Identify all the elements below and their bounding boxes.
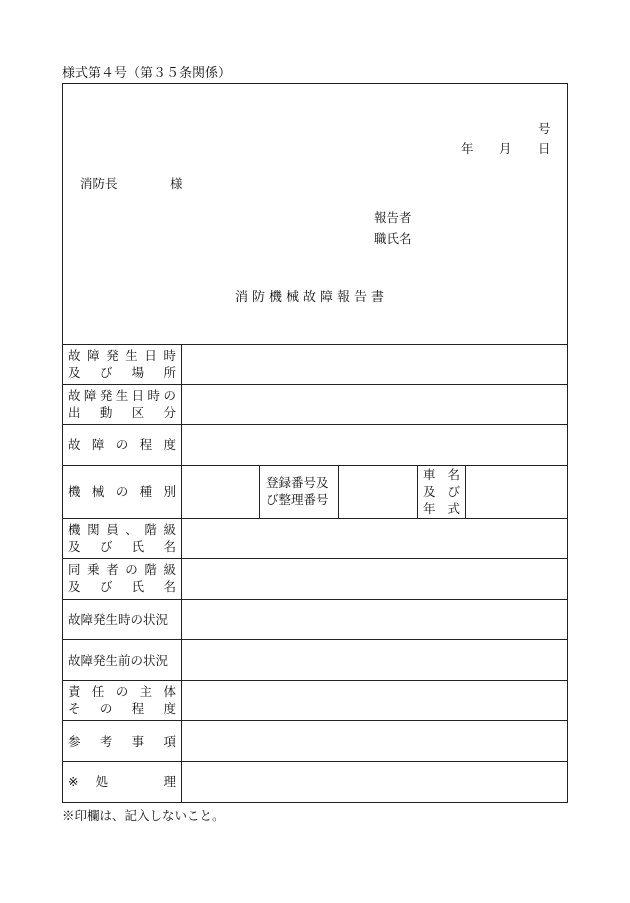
- label-line: [423, 466, 460, 483]
- label-dispatch-class: [68, 387, 176, 421]
- label-char: 級: [163, 562, 176, 577]
- label-line: [68, 733, 176, 750]
- label-char: 生: [125, 348, 138, 363]
- cell-divider: [417, 465, 418, 518]
- addressee: 消防長: [80, 176, 118, 191]
- label-char: 障: [83, 388, 97, 403]
- label-line: [68, 364, 176, 381]
- label-engineer: [68, 521, 176, 555]
- label-char: 乗: [87, 562, 100, 577]
- label-char: ※: [68, 774, 79, 789]
- label-char: の: [163, 388, 176, 403]
- label-char: 、: [125, 522, 138, 537]
- row-divider: [62, 344, 568, 345]
- row-divider: [62, 465, 568, 466]
- reporter-label: 報告者: [374, 210, 412, 225]
- date-day: 日: [538, 141, 551, 156]
- label-responsibility: [68, 683, 176, 717]
- label-char: 場: [131, 365, 145, 380]
- label-char: 員: [106, 522, 119, 537]
- row-divider: [62, 599, 568, 600]
- label-char: 処: [95, 774, 108, 789]
- label-char: 参: [68, 734, 81, 749]
- label-char: 障: [87, 348, 100, 363]
- label-char: 及: [423, 484, 436, 499]
- row-divider: [62, 639, 568, 640]
- label-char: 者: [106, 562, 119, 577]
- label-situation-before: [68, 652, 176, 669]
- label-char: 時: [163, 348, 176, 363]
- label-column-divider: [181, 344, 182, 803]
- label-line: [423, 500, 460, 517]
- label-char: 別: [163, 484, 176, 499]
- label-char: 出: [68, 405, 81, 420]
- form-number: 様式第４号（第３５条関係）: [62, 66, 232, 81]
- label-line: [68, 436, 176, 453]
- label-char: 氏: [131, 579, 145, 594]
- label-char: 及: [68, 539, 81, 554]
- label-char: 項: [163, 734, 176, 749]
- cell-divider: [259, 465, 260, 518]
- label-line: [68, 538, 176, 555]
- row-divider: [62, 384, 568, 385]
- label-char: の: [115, 437, 129, 452]
- row-divider: [62, 518, 568, 519]
- label-char: 度: [163, 437, 176, 452]
- label-char: 故: [68, 348, 81, 363]
- row-divider: [62, 558, 568, 559]
- label-char: 動: [99, 405, 113, 420]
- row-divider: [62, 761, 568, 762]
- label-char: 程: [139, 437, 153, 452]
- label-disposal: [68, 773, 176, 790]
- label-line: [68, 561, 176, 578]
- row-divider: [62, 424, 568, 425]
- label-char: 故: [68, 388, 81, 403]
- label-char: 責: [68, 684, 81, 699]
- label-char: 階: [144, 562, 157, 577]
- label-line: [423, 483, 460, 500]
- label-situation-at: [68, 611, 176, 628]
- reporter-name-label: 職氏名: [374, 231, 412, 246]
- row-divider: [62, 680, 568, 681]
- label-char: 分: [163, 405, 176, 420]
- label-char: 故: [68, 437, 81, 452]
- label-char: 名: [447, 467, 460, 482]
- label-char: 体: [163, 684, 176, 699]
- row-divider: [62, 720, 568, 721]
- label-char: 名: [163, 539, 176, 554]
- label-char: 車: [423, 467, 436, 482]
- label-char: 所: [163, 365, 176, 380]
- label-line: [68, 578, 176, 595]
- label-part: 理: [163, 774, 176, 789]
- label-char: の: [99, 701, 113, 716]
- label-line: [68, 483, 176, 500]
- label-char: 障: [91, 437, 105, 452]
- label-line: [68, 521, 176, 538]
- date-year: 年: [461, 141, 474, 156]
- label-char: 年: [423, 501, 436, 516]
- label-char: 同: [68, 562, 81, 577]
- label-char: の: [125, 562, 138, 577]
- label-char: 械: [91, 484, 105, 499]
- label-char: 氏: [131, 539, 145, 554]
- label-char: 階: [144, 522, 157, 537]
- label-char: 日: [144, 348, 157, 363]
- label-char: 事: [131, 734, 145, 749]
- label-char: 及: [68, 579, 81, 594]
- label-char: 発: [99, 388, 113, 403]
- label-char: 機: [68, 484, 81, 499]
- cell-divider: [338, 465, 339, 518]
- label-occurrence-place: [68, 347, 176, 381]
- date-month: 月: [499, 141, 512, 156]
- label-char: 生: [115, 388, 129, 403]
- label-machine-type: [68, 483, 176, 500]
- label-char: の: [115, 684, 129, 699]
- label-registration: [266, 474, 329, 508]
- label-degree: [68, 436, 176, 453]
- label-char: そ: [68, 701, 81, 716]
- label-char: 発: [106, 348, 119, 363]
- label-line: [68, 387, 176, 404]
- label-char: 種: [139, 484, 153, 499]
- form-title: 消防機械故障報告書: [235, 290, 389, 305]
- label-char: 時: [147, 388, 161, 403]
- label-char: 考: [99, 734, 113, 749]
- label-line: [68, 773, 176, 790]
- label-line: 故障発生前の状況: [68, 653, 169, 668]
- label-part: [68, 773, 108, 790]
- label-line: 故障発生時の状況: [68, 612, 169, 627]
- label-char: 程: [131, 701, 145, 716]
- label-line: 登録番号及: [266, 475, 329, 490]
- label-char: 式: [447, 501, 460, 516]
- cell-divider: [465, 465, 466, 518]
- label-char: 日: [131, 388, 145, 403]
- label-char: び: [447, 484, 460, 499]
- label-line: [68, 700, 176, 717]
- label-char: 及: [68, 365, 81, 380]
- number-suffix: 号: [538, 121, 551, 136]
- label-char: 関: [87, 522, 100, 537]
- label-char: 主: [139, 684, 153, 699]
- label-char: 名: [163, 579, 176, 594]
- footnote: ※印欄は、記入しないこと。: [62, 808, 225, 823]
- label-line: [68, 404, 176, 421]
- label-char: 機: [68, 522, 81, 537]
- label-char: 任: [91, 684, 105, 699]
- honorific: 様: [170, 176, 183, 191]
- label-vehicle: [423, 466, 460, 517]
- label-char: 区: [131, 405, 145, 420]
- label-char: の: [115, 484, 129, 499]
- label-line: び整理番号: [266, 492, 329, 507]
- label-char: び: [99, 539, 113, 554]
- label-char: 度: [163, 701, 176, 716]
- label-char: び: [99, 579, 113, 594]
- label-passenger: [68, 561, 176, 595]
- label-char: 級: [163, 522, 176, 537]
- label-line: [68, 683, 176, 700]
- label-char: び: [99, 365, 113, 380]
- label-line: [68, 347, 176, 364]
- label-reference: [68, 733, 176, 750]
